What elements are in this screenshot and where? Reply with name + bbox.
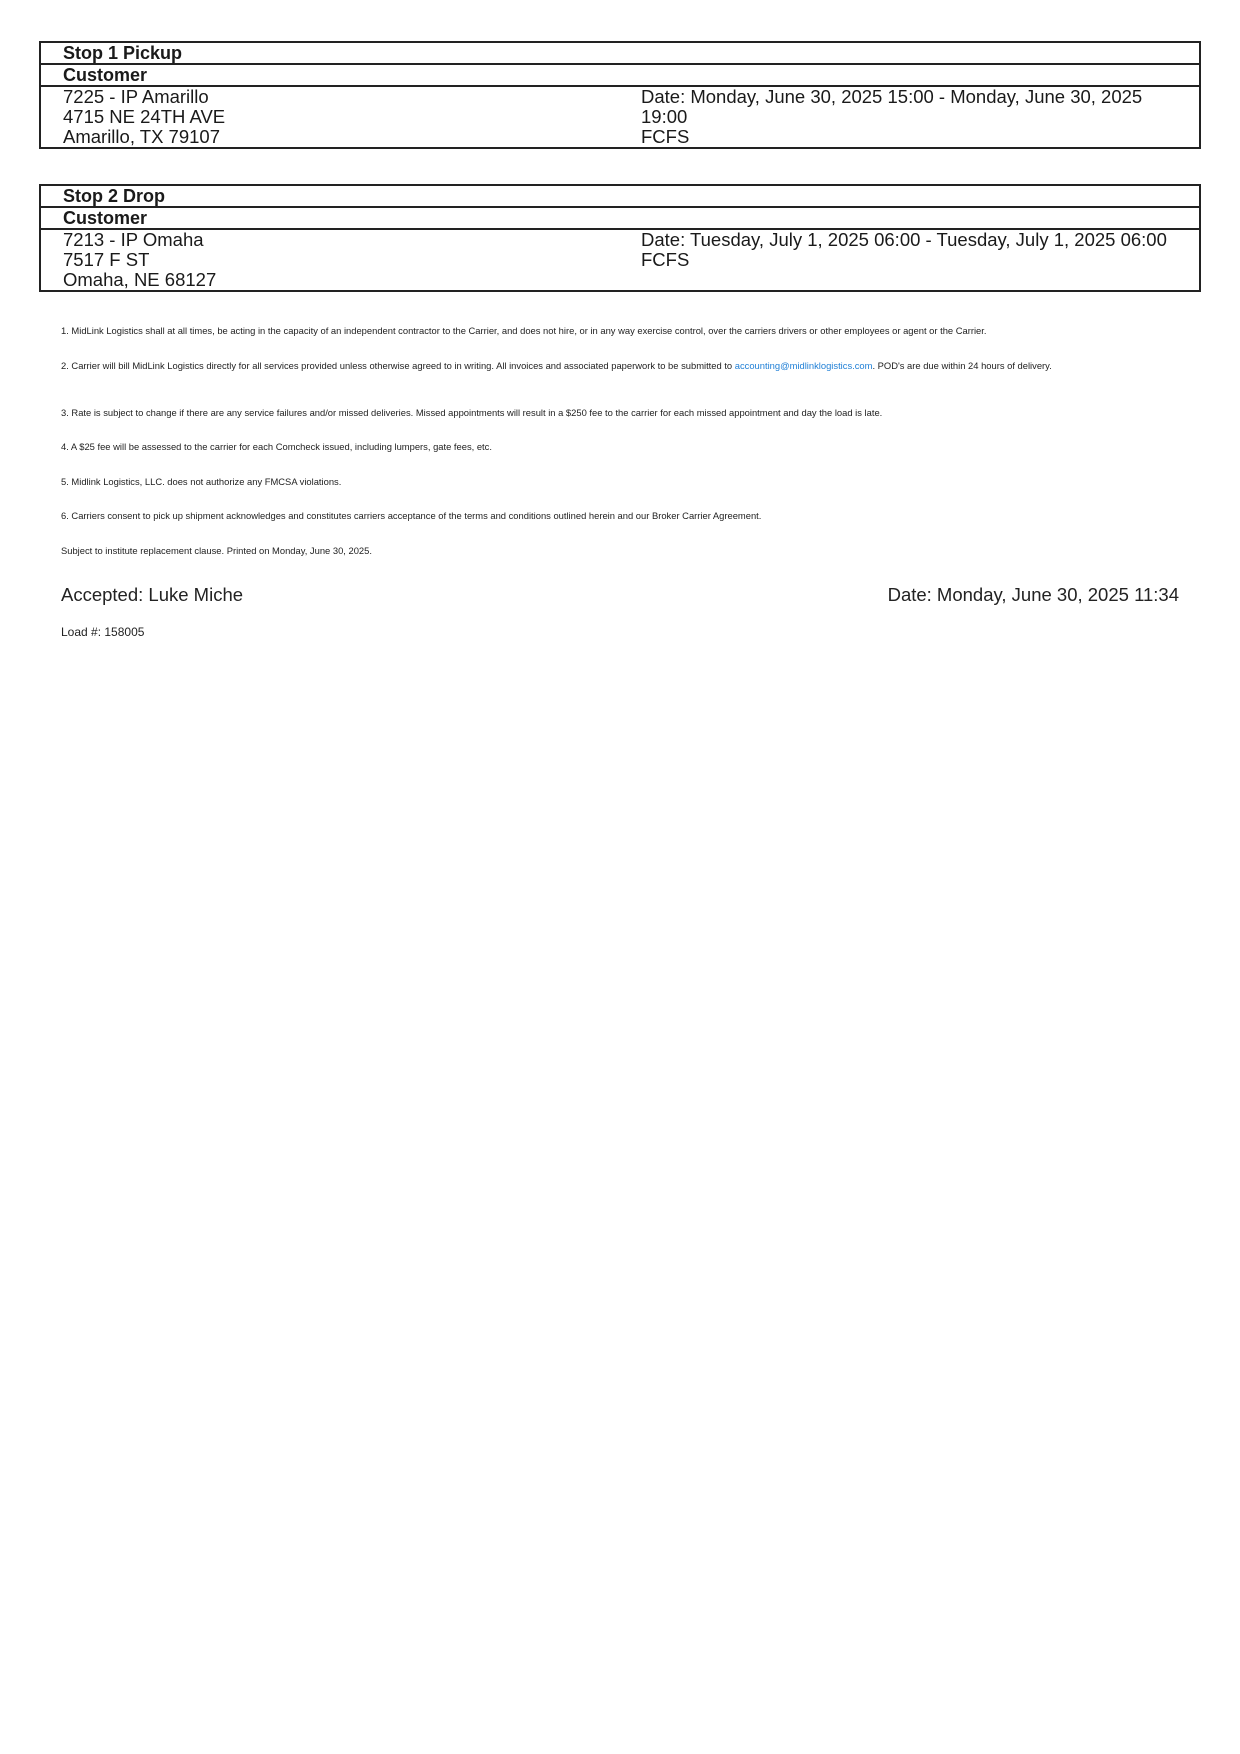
term-5-text: 5. Midlink Logistics, LLC. does not authorize any FMCSA violations. — [61, 476, 342, 487]
stop-2-schedule — [641, 230, 1181, 290]
term-5 — [61, 476, 1181, 487]
stop-2-city-state-zip: Omaha, NE 68127 — [63, 269, 217, 290]
stop-1-customer-header: Customer — [41, 65, 1199, 87]
accounting-email-link[interactable]: accounting@midlinklogistics.com — [734, 360, 873, 371]
stop-1-schedule — [641, 87, 1181, 147]
term-4 — [61, 441, 1181, 452]
stop-1-location-name: 7225 - IP Amarillo — [63, 86, 209, 107]
term-3-text: 3. Rate is subject to change if there are any service failures and/or missed deliveries. Missed appointments will result in a $250 fee to the carrier for each missed appointment and day the load is late. — [61, 407, 883, 418]
stop-1-table — [39, 41, 1201, 149]
stop-2-title: Stop 2 Drop — [41, 186, 1199, 208]
term-2-text — [61, 360, 1181, 371]
accepted-by: Accepted: Luke Miche — [61, 584, 244, 605]
stop-2-table — [39, 184, 1201, 292]
stop-2-address — [63, 230, 641, 290]
stop-2-date: Date: Tuesday, July 1, 2025 06:00 - Tuesday, July 1, 2025 06:00 — [641, 229, 1167, 250]
term-3 — [61, 407, 1181, 418]
term-1 — [61, 325, 1181, 336]
stop-1-address — [63, 87, 641, 147]
term-1-text: 1. MidLink Logistics shall at all times, be acting in the capacity of an independent contractor to the Carrier, and does not hire, or in any way exercise control, over the carriers drivers or other employees or agent or the Carrier. — [61, 325, 987, 336]
stop-2-customer-header: Customer — [41, 208, 1199, 230]
stop-2-appointment-type: FCFS — [641, 249, 690, 270]
stop-1-city-state-zip: Amarillo, TX 79107 — [63, 126, 220, 147]
term-4-text: 4. A $25 fee will be assessed to the carrier for each Comcheck issued, including lumpers, gate fees, etc. — [61, 441, 492, 452]
accepted-date: Date: Monday, June 30, 2025 11:34 — [887, 584, 1179, 605]
term-2-text-before: 2. Carrier will bill MidLink Logistics directly for all services provided unless otherwise agreed to in writing. All invoices and associated paperwork to be submitted to — [61, 360, 735, 371]
stop-2-details — [41, 230, 1199, 290]
stop-1-details — [41, 87, 1199, 147]
term-2 — [61, 360, 1181, 371]
load-number: Load #: 158005 — [61, 625, 145, 639]
acceptance-row — [61, 584, 1179, 606]
term-6-text: 6. Carriers consent to pick up shipment acknowledges and constitutes carriers acceptance of the terms and conditions outlined herein and our Broker Carrier Agreement. — [61, 510, 762, 521]
stop-1-title: Stop 1 Pickup — [41, 43, 1199, 65]
term-2-text-after: . POD's are due within 24 hours of delivery. — [872, 360, 1052, 371]
stop-2-location-name: 7213 - IP Omaha — [63, 229, 204, 250]
stop-1-date: Date: Monday, June 30, 2025 15:00 - Monday, June 30, 2025 19:00 — [641, 86, 1143, 127]
term-6 — [61, 510, 1181, 521]
stop-1-street: 4715 NE 24TH AVE — [63, 106, 226, 127]
stop-1-appointment-type: FCFS — [641, 126, 690, 147]
replacement-clause-text: Subject to institute replacement clause. Printed on Monday, June 30, 2025. — [61, 545, 372, 556]
stop-2-street: 7517 F ST — [63, 249, 150, 270]
replacement-clause — [61, 545, 1181, 556]
